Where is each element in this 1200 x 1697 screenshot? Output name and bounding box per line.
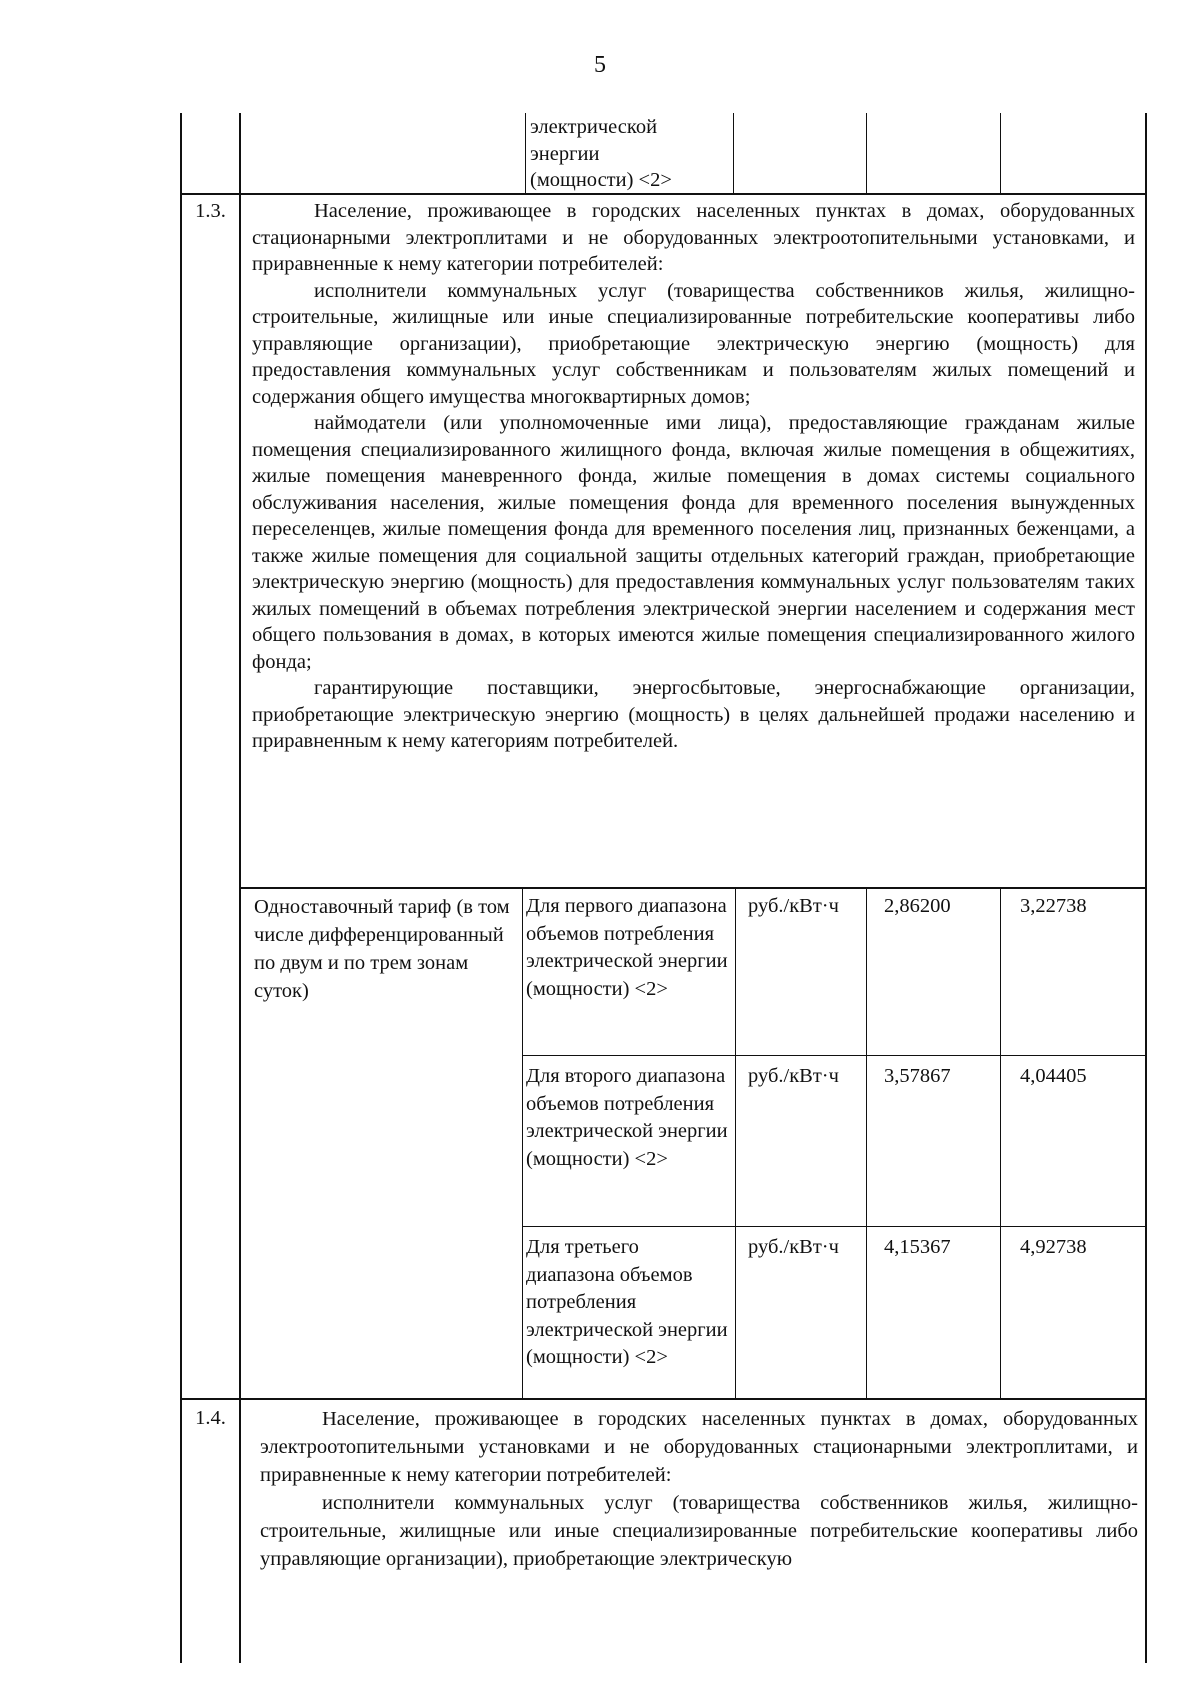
value-cell: 3,57867 <box>884 1065 951 1087</box>
top-row-line: энергии <box>530 142 600 165</box>
unit-cell: руб./кВт·ч <box>748 895 839 917</box>
range-cell: Для третьего диапазона объемов потребления электрической энергии (мощности) <2> <box>526 1236 728 1368</box>
paragraph: гарантирующие поставщики, энергосбытовые, энергоснабжающие организации, приобретающие электрическую энергию (мощность) в целях дальнейшей продажи населению и приравненным к нему категориям потребителей. <box>252 677 1135 752</box>
paragraph: исполнители коммунальных услуг (товарищества собственников жилья, жилищно-строительные, жилищные или иные специализированные потребительские кооперативы либо управляющие организации), приобретающие электрическую энергию (мощность) для предоставления коммунальных услуг собственникам и пользователям жилых помещений и содержания общего имущества многоквартирных домов; <box>252 279 1135 408</box>
top-row-line: электрической <box>530 116 658 138</box>
page-number: 5 <box>594 52 606 78</box>
tariff-label: Одноставочный тариф (в том числе дифференцированный по двум и по трем зонам суток) <box>254 896 510 1002</box>
value-cell: 4,15367 <box>884 1236 951 1258</box>
paragraph: наймодатели (или уполномоченные ими лица), предоставляющие гражданам жилые помещения специализированного жилищного фонда, включая жилые помещения в общежитиях, жилые помещения маневренного фонда, жилые помещения в домах системы социального обслуживания населения, жилые помещения фонда для временного поселения вынужденных переселенцев, жилые помещения фонда для временного поселения лиц, признанных беженцами, а также жилые помещения для социальной защиты отдельных категорий граждан, приобретающие электрическую энергию (мощность) для предоставления коммунальных услуг пользователям таких жилых помещений в объемах потребления электрической энергии населением и содержания мест общего пользования в домах, в которых имеются жилые помещения специализированного жилого фонда; <box>252 412 1135 673</box>
value-cell: 2,86200 <box>884 895 951 917</box>
unit-cell: руб./кВт·ч <box>748 1236 839 1258</box>
paragraph: Население, проживающее в городских населенных пунктах в домах, оборудованных стационарными электроплитами и не оборудованных электроотопительными установками, и приравненные к нему категории потребителей: <box>252 200 1135 275</box>
range-cell: Для второго диапазона объемов потребления электрической энергии (мощности) <2> <box>526 1065 728 1170</box>
section-text <box>260 1405 1138 1573</box>
value-cell: 4,04405 <box>1020 1065 1087 1087</box>
paragraph: Население, проживающее в городских населенных пунктах в домах, оборудованных электроотопительными установками и не оборудованных стационарными электроплитами, и приравненные к нему категории потребителей: <box>260 1408 1138 1486</box>
top-row-line: (мощности) <2> <box>530 169 672 191</box>
section-number: 1.3. <box>195 200 226 222</box>
section-number: 1.4. <box>195 1407 226 1429</box>
range-cell: Для первого диапазона объемов потребления электрической энергии (мощности) <2> <box>526 895 728 1000</box>
paragraph: исполнители коммунальных услуг (товарищества собственников жилья, жилищно-строительные, жилищные или иные специализированные потребительские кооперативы либо управляющие организации), приобретающие электрическую <box>260 1492 1138 1570</box>
value-cell: 3,22738 <box>1020 895 1087 917</box>
top-row-cell <box>530 114 730 194</box>
unit-cell: руб./кВт·ч <box>748 1065 839 1087</box>
value-cell: 4,92738 <box>1020 1236 1087 1258</box>
section-text <box>252 198 1135 755</box>
